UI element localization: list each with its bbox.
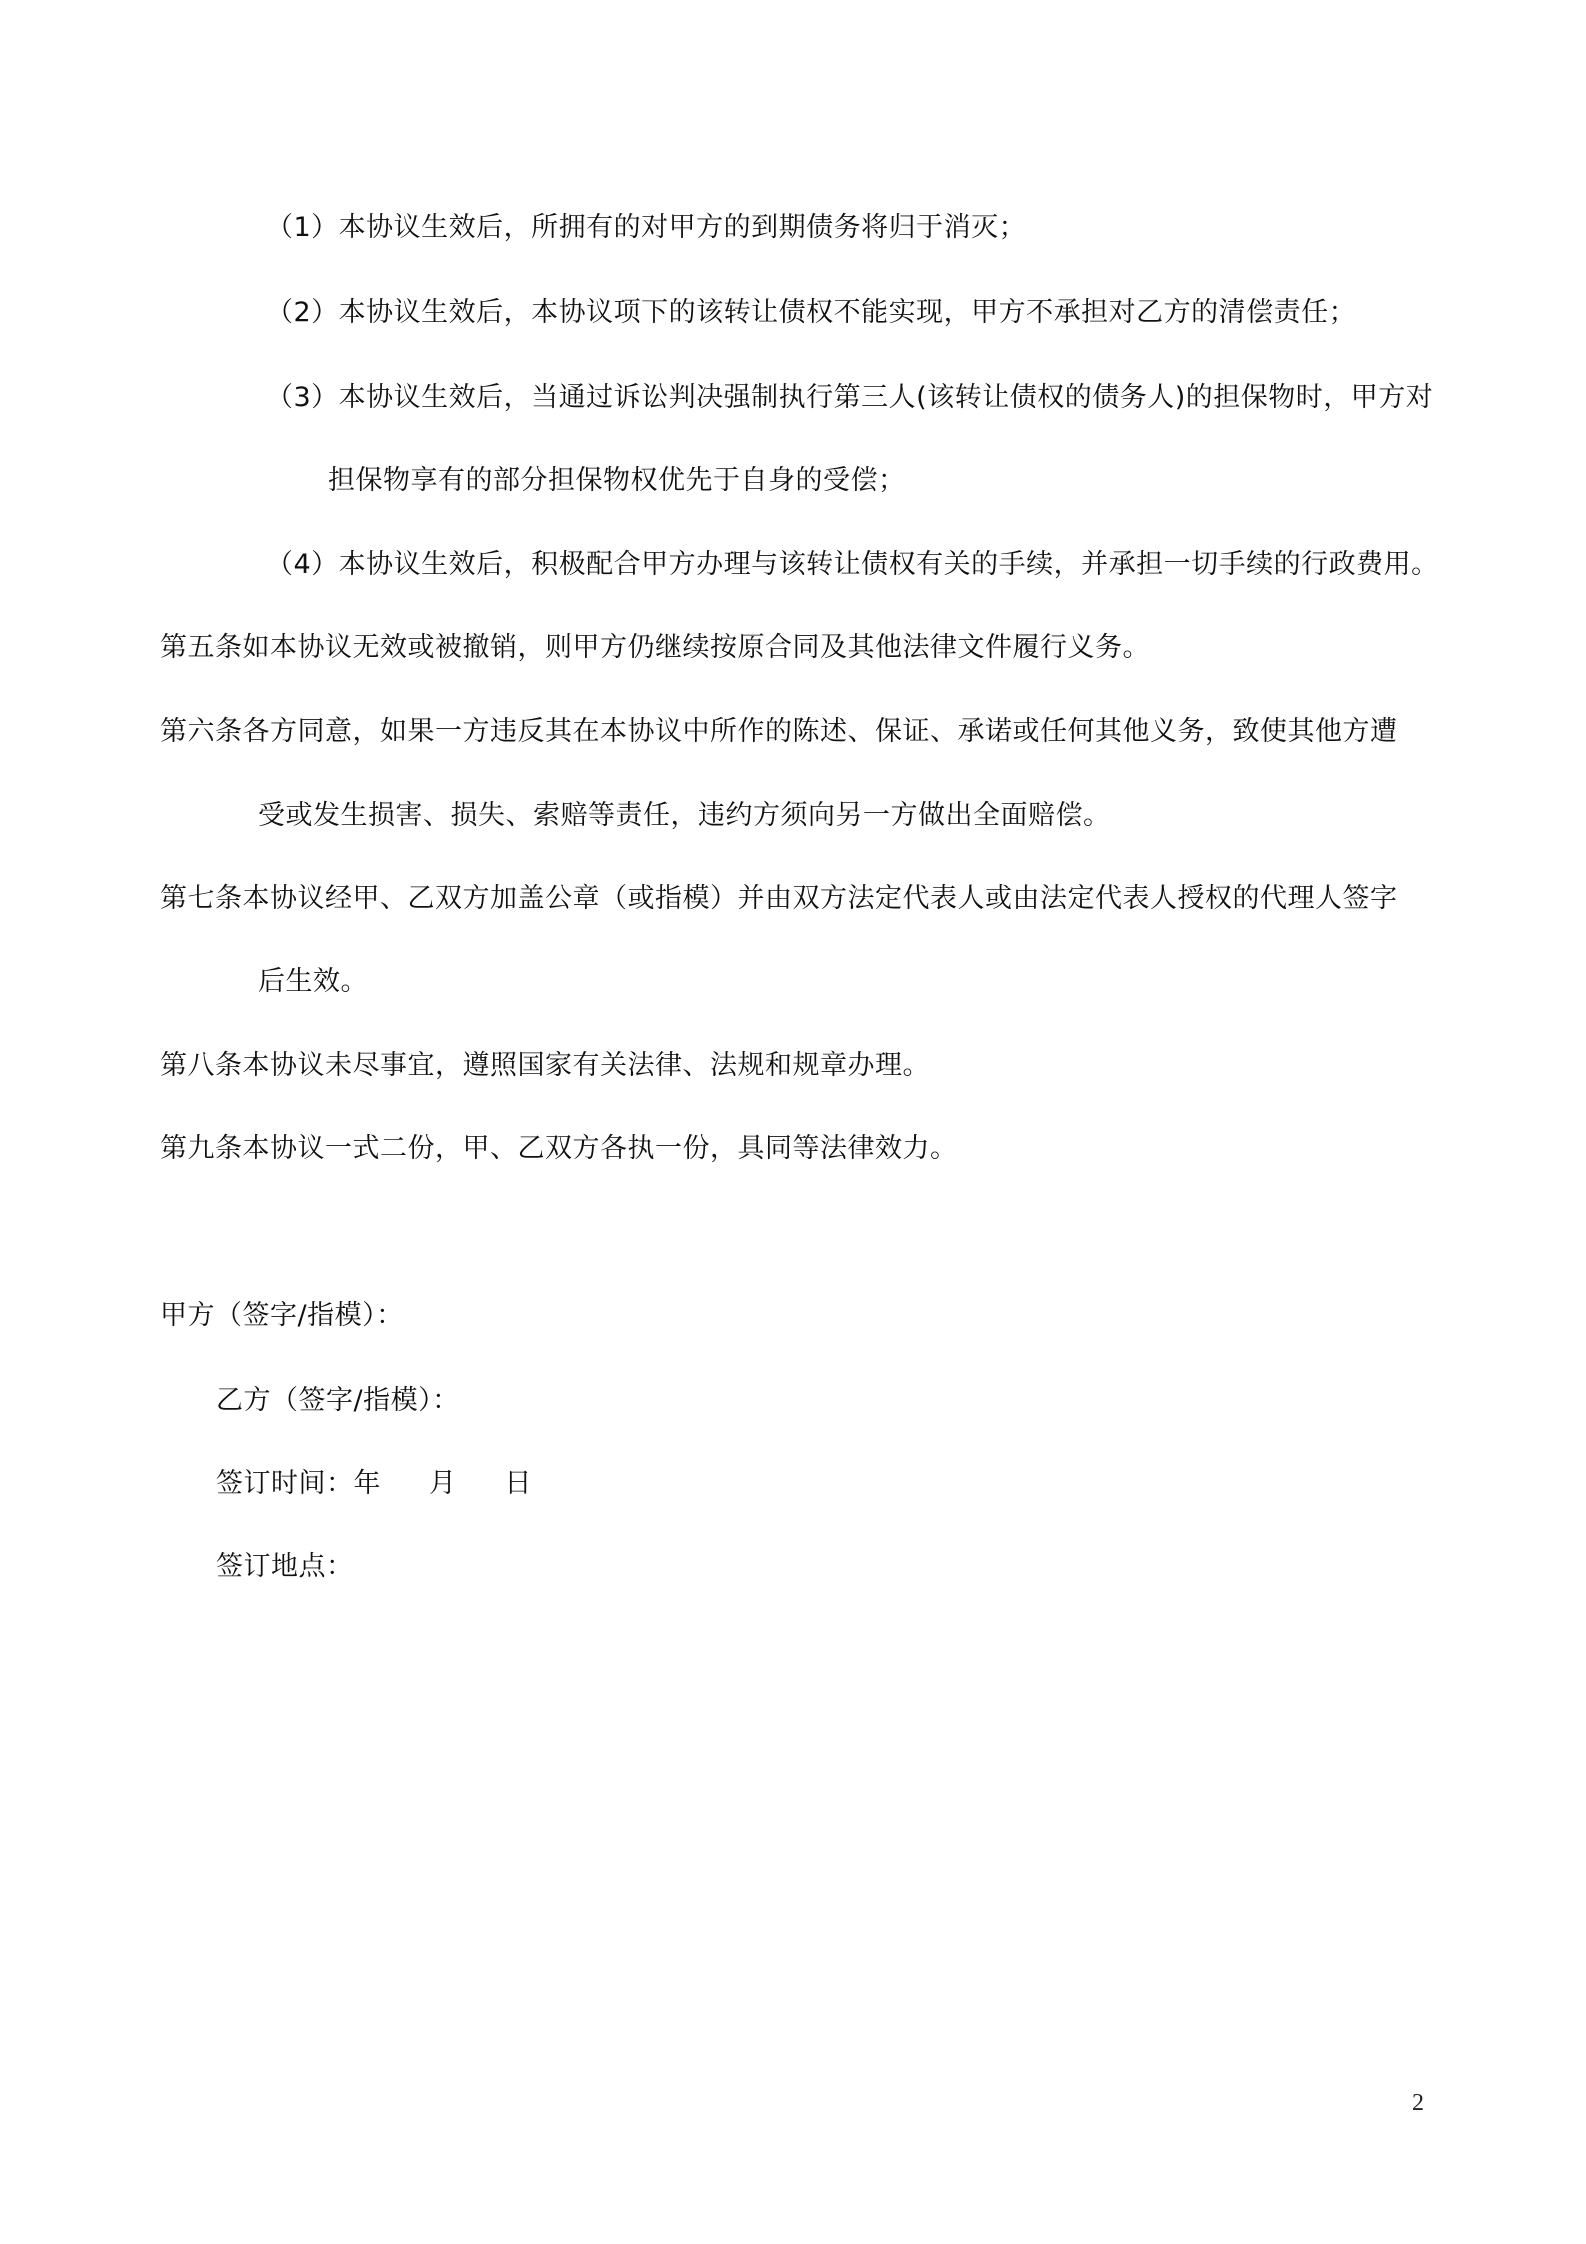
- clause-item-2: （2）本协议生效后，本协议项下的该转让债权不能实现，甲方不承担对乙方的清偿责任；: [266, 297, 1357, 328]
- clause-item-4: （4）本协议生效后，积极配合甲方办理与该转让债权有关的手续，并承担一切手续的行政费用。: [266, 549, 1439, 580]
- signing-date-label: 签订时间：: [216, 1468, 354, 1499]
- party-a-signature-label: 甲方（签字/指模）：: [160, 1300, 404, 1331]
- party-b-signature-label: 乙方（签字/指模）：: [216, 1385, 460, 1416]
- signing-place-label: 签订地点：: [216, 1551, 354, 1582]
- clause-item-3-line-2: 担保物享有的部分担保物权优先于自身的受偿；: [328, 465, 906, 496]
- clause-item-3-line-1: （3）本协议生效后，当通过诉讼判决强制执行第三人(该转让债权的债务人)的担保物时，甲方对: [266, 382, 1434, 413]
- signing-date-row: [216, 1466, 532, 1502]
- page-number: 2: [1412, 2090, 1424, 2116]
- article-7-line-1: 第七条本协议经甲、乙双方加盖公章（或指模）并由双方法定代表人或由法定代表人授权的代理人签字: [160, 883, 1398, 914]
- date-month: 月: [429, 1468, 457, 1499]
- date-day: 日: [504, 1468, 532, 1499]
- date-year: 年: [353, 1468, 381, 1499]
- clause-item-1: （1）本协议生效后，所拥有的对甲方的到期债务将归于消灭；: [266, 212, 1027, 243]
- article-6-line-2: 受或发生损害、损失、索赔等责任，违约方须向另一方做出全面赔偿。: [258, 800, 1111, 831]
- article-8: 第八条本协议未尽事宜，遵照国家有关法律、法规和规章办理。: [160, 1050, 930, 1081]
- article-9: 第九条本协议一式二份，甲、乙双方各执一份，具同等法律效力。: [160, 1133, 958, 1164]
- article-6-line-1: 第六条各方同意，如果一方违反其在本协议中所作的陈述、保证、承诺或任何其他义务，致使其他方遭: [160, 716, 1398, 747]
- article-5: 第五条如本协议无效或被撤销，则甲方仍继续按原合同及其他法律文件履行义务。: [160, 632, 1150, 663]
- article-7-line-2: 后生效。: [258, 966, 368, 997]
